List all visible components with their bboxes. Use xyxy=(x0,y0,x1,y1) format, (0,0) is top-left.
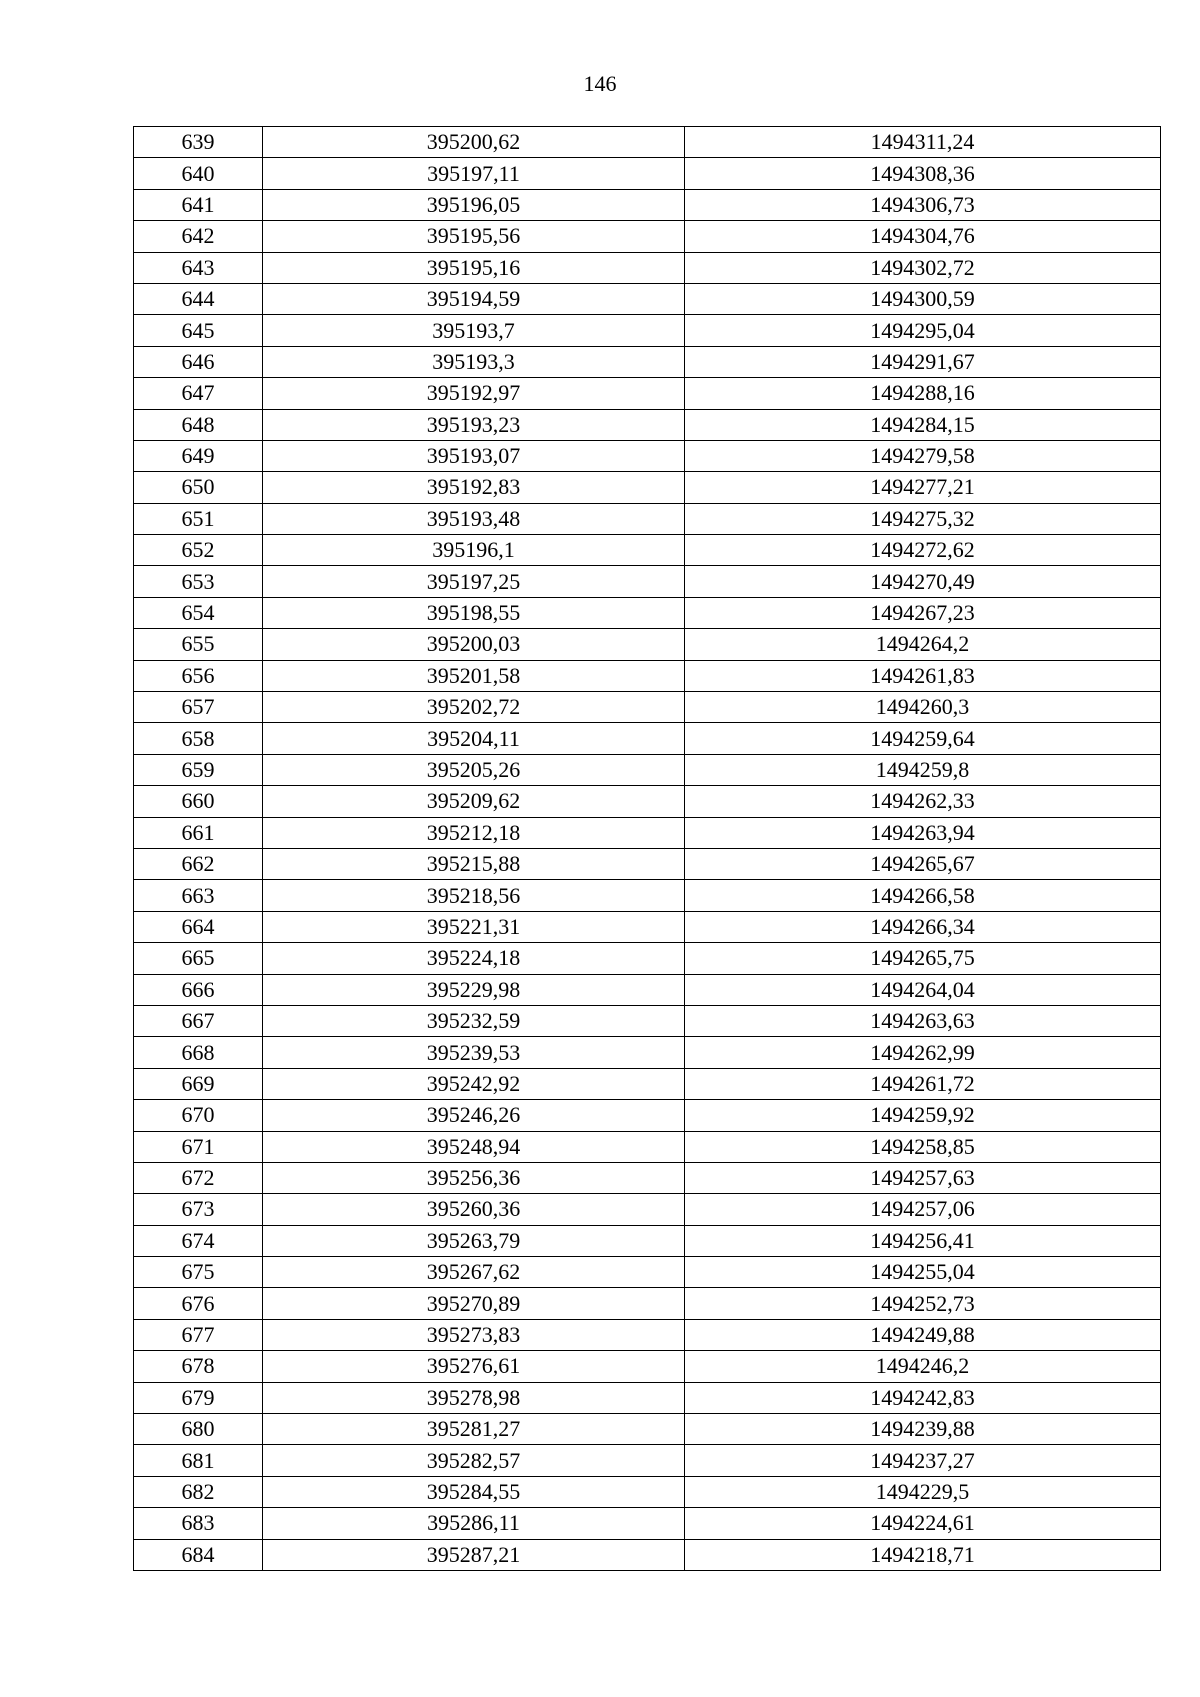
x-coordinate-cell: 395278,98 xyxy=(263,1382,685,1413)
table-row xyxy=(134,1445,1161,1476)
x-coordinate-cell: 395200,03 xyxy=(263,629,685,660)
point-number-cell: 645 xyxy=(134,315,263,346)
table-row xyxy=(134,1037,1161,1068)
point-number-cell: 670 xyxy=(134,1100,263,1131)
table-row xyxy=(134,848,1161,879)
y-coordinate-cell: 1494284,15 xyxy=(685,409,1161,440)
point-number-cell: 639 xyxy=(134,127,263,158)
point-number-cell: 652 xyxy=(134,535,263,566)
table-row xyxy=(134,1476,1161,1507)
table-row xyxy=(134,1068,1161,1099)
y-coordinate-cell: 1494224,61 xyxy=(685,1508,1161,1539)
y-coordinate-cell: 1494264,04 xyxy=(685,974,1161,1005)
table-row xyxy=(134,1005,1161,1036)
x-coordinate-cell: 395195,56 xyxy=(263,221,685,252)
y-coordinate-cell: 1494249,88 xyxy=(685,1319,1161,1350)
x-coordinate-cell: 395221,31 xyxy=(263,911,685,942)
table-row xyxy=(134,1288,1161,1319)
point-number-cell: 681 xyxy=(134,1445,263,1476)
y-coordinate-cell: 1494279,58 xyxy=(685,440,1161,471)
x-coordinate-cell: 395273,83 xyxy=(263,1319,685,1350)
y-coordinate-cell: 1494291,67 xyxy=(685,346,1161,377)
x-coordinate-cell: 395229,98 xyxy=(263,974,685,1005)
x-coordinate-cell: 395284,55 xyxy=(263,1476,685,1507)
table-row xyxy=(134,1257,1161,1288)
y-coordinate-cell: 1494237,27 xyxy=(685,1445,1161,1476)
x-coordinate-cell: 395200,62 xyxy=(263,127,685,158)
x-coordinate-cell: 395209,62 xyxy=(263,786,685,817)
y-coordinate-cell: 1494257,06 xyxy=(685,1194,1161,1225)
x-coordinate-cell: 395287,21 xyxy=(263,1539,685,1570)
table-row xyxy=(134,315,1161,346)
point-number-cell: 660 xyxy=(134,786,263,817)
x-coordinate-cell: 395267,62 xyxy=(263,1257,685,1288)
table-row xyxy=(134,1194,1161,1225)
point-number-cell: 675 xyxy=(134,1257,263,1288)
table-row xyxy=(134,1131,1161,1162)
x-coordinate-cell: 395204,11 xyxy=(263,723,685,754)
x-coordinate-cell: 395193,3 xyxy=(263,346,685,377)
y-coordinate-cell: 1494288,16 xyxy=(685,378,1161,409)
point-number-cell: 684 xyxy=(134,1539,263,1570)
point-number-cell: 671 xyxy=(134,1131,263,1162)
y-coordinate-cell: 1494265,75 xyxy=(685,943,1161,974)
point-number-cell: 655 xyxy=(134,629,263,660)
y-coordinate-cell: 1494262,33 xyxy=(685,786,1161,817)
point-number-cell: 679 xyxy=(134,1382,263,1413)
x-coordinate-cell: 395256,36 xyxy=(263,1162,685,1193)
table-row xyxy=(134,629,1161,660)
point-number-cell: 674 xyxy=(134,1225,263,1256)
point-number-cell: 642 xyxy=(134,221,263,252)
x-coordinate-cell: 395276,61 xyxy=(263,1351,685,1382)
y-coordinate-cell: 1494259,92 xyxy=(685,1100,1161,1131)
x-coordinate-cell: 395248,94 xyxy=(263,1131,685,1162)
point-number-cell: 662 xyxy=(134,848,263,879)
point-number-cell: 676 xyxy=(134,1288,263,1319)
x-coordinate-cell: 395192,83 xyxy=(263,472,685,503)
point-number-cell: 659 xyxy=(134,754,263,785)
y-coordinate-cell: 1494265,67 xyxy=(685,848,1161,879)
y-coordinate-cell: 1494239,88 xyxy=(685,1414,1161,1445)
x-coordinate-cell: 395242,92 xyxy=(263,1068,685,1099)
table-row xyxy=(134,1162,1161,1193)
point-number-cell: 641 xyxy=(134,189,263,220)
table-row xyxy=(134,880,1161,911)
table-row xyxy=(134,786,1161,817)
y-coordinate-cell: 1494295,04 xyxy=(685,315,1161,346)
table-row xyxy=(134,660,1161,691)
coordinates-table xyxy=(133,126,1161,1571)
x-coordinate-cell: 395270,89 xyxy=(263,1288,685,1319)
point-number-cell: 683 xyxy=(134,1508,263,1539)
table-row xyxy=(134,378,1161,409)
y-coordinate-cell: 1494246,2 xyxy=(685,1351,1161,1382)
point-number-cell: 682 xyxy=(134,1476,263,1507)
point-number-cell: 678 xyxy=(134,1351,263,1382)
x-coordinate-cell: 395193,48 xyxy=(263,503,685,534)
table-row xyxy=(134,1414,1161,1445)
y-coordinate-cell: 1494308,36 xyxy=(685,158,1161,189)
y-coordinate-cell: 1494272,62 xyxy=(685,535,1161,566)
point-number-cell: 672 xyxy=(134,1162,263,1193)
point-number-cell: 666 xyxy=(134,974,263,1005)
x-coordinate-cell: 395193,07 xyxy=(263,440,685,471)
point-number-cell: 673 xyxy=(134,1194,263,1225)
y-coordinate-cell: 1494261,72 xyxy=(685,1068,1161,1099)
y-coordinate-cell: 1494229,5 xyxy=(685,1476,1161,1507)
y-coordinate-cell: 1494260,3 xyxy=(685,692,1161,723)
point-number-cell: 644 xyxy=(134,283,263,314)
table-row xyxy=(134,597,1161,628)
y-coordinate-cell: 1494259,64 xyxy=(685,723,1161,754)
point-number-cell: 640 xyxy=(134,158,263,189)
y-coordinate-cell: 1494264,2 xyxy=(685,629,1161,660)
y-coordinate-cell: 1494252,73 xyxy=(685,1288,1161,1319)
x-coordinate-cell: 395201,58 xyxy=(263,660,685,691)
point-number-cell: 667 xyxy=(134,1005,263,1036)
y-coordinate-cell: 1494277,21 xyxy=(685,472,1161,503)
table-row xyxy=(134,409,1161,440)
table-row xyxy=(134,974,1161,1005)
point-number-cell: 657 xyxy=(134,692,263,723)
x-coordinate-cell: 395197,25 xyxy=(263,566,685,597)
table-row xyxy=(134,221,1161,252)
point-number-cell: 650 xyxy=(134,472,263,503)
x-coordinate-cell: 395205,26 xyxy=(263,754,685,785)
table-row xyxy=(134,1225,1161,1256)
y-coordinate-cell: 1494300,59 xyxy=(685,283,1161,314)
table-row xyxy=(134,158,1161,189)
table-row xyxy=(134,1539,1161,1570)
x-coordinate-cell: 395281,27 xyxy=(263,1414,685,1445)
y-coordinate-cell: 1494262,99 xyxy=(685,1037,1161,1068)
x-coordinate-cell: 395246,26 xyxy=(263,1100,685,1131)
table-row xyxy=(134,1508,1161,1539)
point-number-cell: 649 xyxy=(134,440,263,471)
y-coordinate-cell: 1494263,63 xyxy=(685,1005,1161,1036)
x-coordinate-cell: 395193,23 xyxy=(263,409,685,440)
x-coordinate-cell: 395195,16 xyxy=(263,252,685,283)
table-row xyxy=(134,503,1161,534)
y-coordinate-cell: 1494257,63 xyxy=(685,1162,1161,1193)
x-coordinate-cell: 395202,72 xyxy=(263,692,685,723)
y-coordinate-cell: 1494266,58 xyxy=(685,880,1161,911)
x-coordinate-cell: 395263,79 xyxy=(263,1225,685,1256)
y-coordinate-cell: 1494259,8 xyxy=(685,754,1161,785)
table-row xyxy=(134,252,1161,283)
point-number-cell: 677 xyxy=(134,1319,263,1350)
y-coordinate-cell: 1494267,23 xyxy=(685,597,1161,628)
y-coordinate-cell: 1494270,49 xyxy=(685,566,1161,597)
point-number-cell: 656 xyxy=(134,660,263,691)
page-number: 146 xyxy=(583,71,617,96)
y-coordinate-cell: 1494218,71 xyxy=(685,1539,1161,1570)
table-row xyxy=(134,472,1161,503)
table-row xyxy=(134,692,1161,723)
point-number-cell: 651 xyxy=(134,503,263,534)
point-number-cell: 669 xyxy=(134,1068,263,1099)
table-row xyxy=(134,535,1161,566)
y-coordinate-cell: 1494266,34 xyxy=(685,911,1161,942)
table-row xyxy=(134,1100,1161,1131)
x-coordinate-cell: 395260,36 xyxy=(263,1194,685,1225)
table-row xyxy=(134,566,1161,597)
y-coordinate-cell: 1494304,76 xyxy=(685,221,1161,252)
x-coordinate-cell: 395224,18 xyxy=(263,943,685,974)
y-coordinate-cell: 1494256,41 xyxy=(685,1225,1161,1256)
y-coordinate-cell: 1494255,04 xyxy=(685,1257,1161,1288)
table-row xyxy=(134,127,1161,158)
y-coordinate-cell: 1494306,73 xyxy=(685,189,1161,220)
table-row xyxy=(134,817,1161,848)
x-coordinate-cell: 395286,11 xyxy=(263,1508,685,1539)
x-coordinate-cell: 395192,97 xyxy=(263,378,685,409)
table-row xyxy=(134,283,1161,314)
y-coordinate-cell: 1494311,24 xyxy=(685,127,1161,158)
y-coordinate-cell: 1494302,72 xyxy=(685,252,1161,283)
table-row xyxy=(134,943,1161,974)
y-coordinate-cell: 1494263,94 xyxy=(685,817,1161,848)
x-coordinate-cell: 395232,59 xyxy=(263,1005,685,1036)
x-coordinate-cell: 395215,88 xyxy=(263,848,685,879)
point-number-cell: 658 xyxy=(134,723,263,754)
x-coordinate-cell: 395194,59 xyxy=(263,283,685,314)
point-number-cell: 668 xyxy=(134,1037,263,1068)
x-coordinate-cell: 395198,55 xyxy=(263,597,685,628)
table-row xyxy=(134,754,1161,785)
table-row xyxy=(134,911,1161,942)
y-coordinate-cell: 1494275,32 xyxy=(685,503,1161,534)
table-row xyxy=(134,346,1161,377)
table-row xyxy=(134,189,1161,220)
point-number-cell: 661 xyxy=(134,817,263,848)
point-number-cell: 643 xyxy=(134,252,263,283)
table-row xyxy=(134,440,1161,471)
point-number-cell: 663 xyxy=(134,880,263,911)
table-row xyxy=(134,1319,1161,1350)
x-coordinate-cell: 395282,57 xyxy=(263,1445,685,1476)
x-coordinate-cell: 395218,56 xyxy=(263,880,685,911)
y-coordinate-cell: 1494258,85 xyxy=(685,1131,1161,1162)
y-coordinate-cell: 1494261,83 xyxy=(685,660,1161,691)
point-number-cell: 648 xyxy=(134,409,263,440)
y-coordinate-cell: 1494242,83 xyxy=(685,1382,1161,1413)
table-row xyxy=(134,723,1161,754)
point-number-cell: 653 xyxy=(134,566,263,597)
coordinates-table-body xyxy=(134,127,1161,1571)
point-number-cell: 665 xyxy=(134,943,263,974)
point-number-cell: 646 xyxy=(134,346,263,377)
x-coordinate-cell: 395212,18 xyxy=(263,817,685,848)
point-number-cell: 647 xyxy=(134,378,263,409)
point-number-cell: 654 xyxy=(134,597,263,628)
x-coordinate-cell: 395197,11 xyxy=(263,158,685,189)
table-row xyxy=(134,1351,1161,1382)
point-number-cell: 664 xyxy=(134,911,263,942)
table-row xyxy=(134,1382,1161,1413)
point-number-cell: 680 xyxy=(134,1414,263,1445)
x-coordinate-cell: 395239,53 xyxy=(263,1037,685,1068)
x-coordinate-cell: 395193,7 xyxy=(263,315,685,346)
x-coordinate-cell: 395196,1 xyxy=(263,535,685,566)
x-coordinate-cell: 395196,05 xyxy=(263,189,685,220)
